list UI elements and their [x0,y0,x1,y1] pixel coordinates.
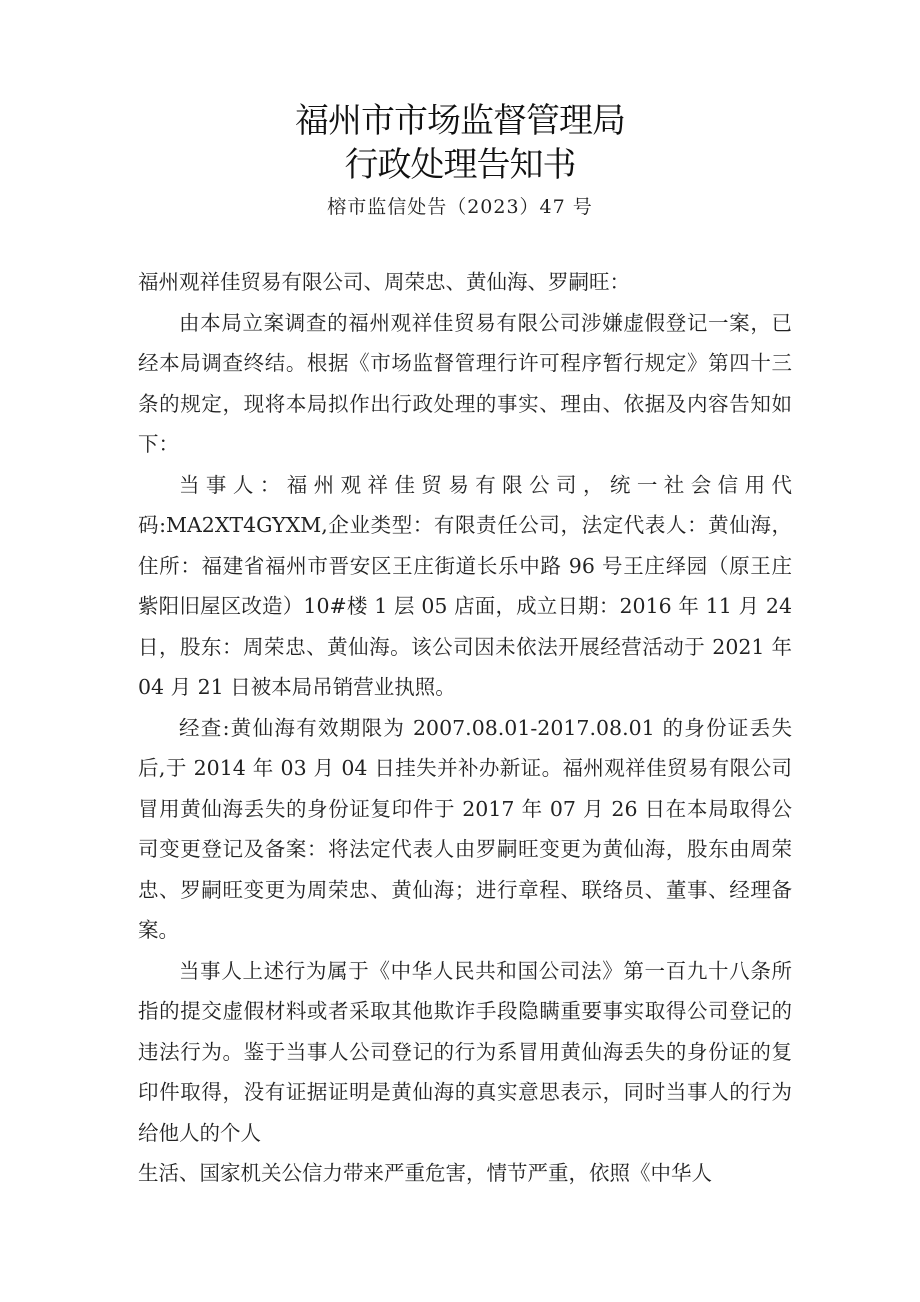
paragraph-violation: 当事人上述行为属于《中华人民共和国公司法》第一百九十八条所指的提交虚假材料或者采取其他欺诈手段隐瞒重要事实取得公司登记的违法行为。鉴于当事人公司登记的行为系冒用黄仙海丢失的身份证的复印件取得，没有证据证明是黄仙海的真实意思表示，同时当事人的行为给他人的个人 [138,958,792,1145]
addressee: 福州观祥佳贸易有限公司、周荣忠、黄仙海、罗嗣旺： [138,270,630,294]
document-number: 榕市监信处告（2023）47 号 [327,196,593,218]
document-title-line2: 行政处理告知书 [344,145,576,185]
paragraph-party-info: 当事人：福州观祥佳贸易有限公司，统一社会信用代码:MA2XT4GYXM,企业类型：有限责任公司，法定代表人：黄仙海，住所：福建省福州市晋安区王庄街道长乐中路 96 号王庄绎园（原王庄紫阳旧屋区改造）10#楼 1 层 05 店面，成立日期：2016 年 11 月 24 日，股东：周荣忠、黄仙海。该公司因未依法开展经营活动于 2021 年 04 月 21 日被本局吊销营业执照。 [138,472,792,699]
document-body [138,262,792,1194]
paragraph-intro: 由本局立案调查的福州观祥佳贸易有限公司涉嫌虚假登记一案，已经本局调查终结。根据《市场监督管理行许可程序暂行规定》第四十三条的规定，现将本局拟作出行政处理的事实、理由、依据及内容告知如下： [138,310,792,456]
paragraph-findings: 经查:黄仙海有效期限为 2007.08.01-2017.08.01 的身份证丢失后,于 2014 年 03 月 04 日挂失并补办新证。福州观祥佳贸易有限公司冒用黄仙海丢失的身份证复印件于 2017 年 07 月 26 日在本局取得公司变更登记及备案：将法定代表人由罗嗣旺变更为黄仙海，股东由周荣忠、罗嗣旺变更为周荣忠、黄仙海；进行章程、联络员、董事、经理备案。 [138,715,792,942]
paragraph-continuation: 生活、国家机关公信力带来严重危害，情节严重，依照《中华人 [138,1161,712,1185]
document-title-line1: 福州市市场监督管理局 [295,101,625,141]
